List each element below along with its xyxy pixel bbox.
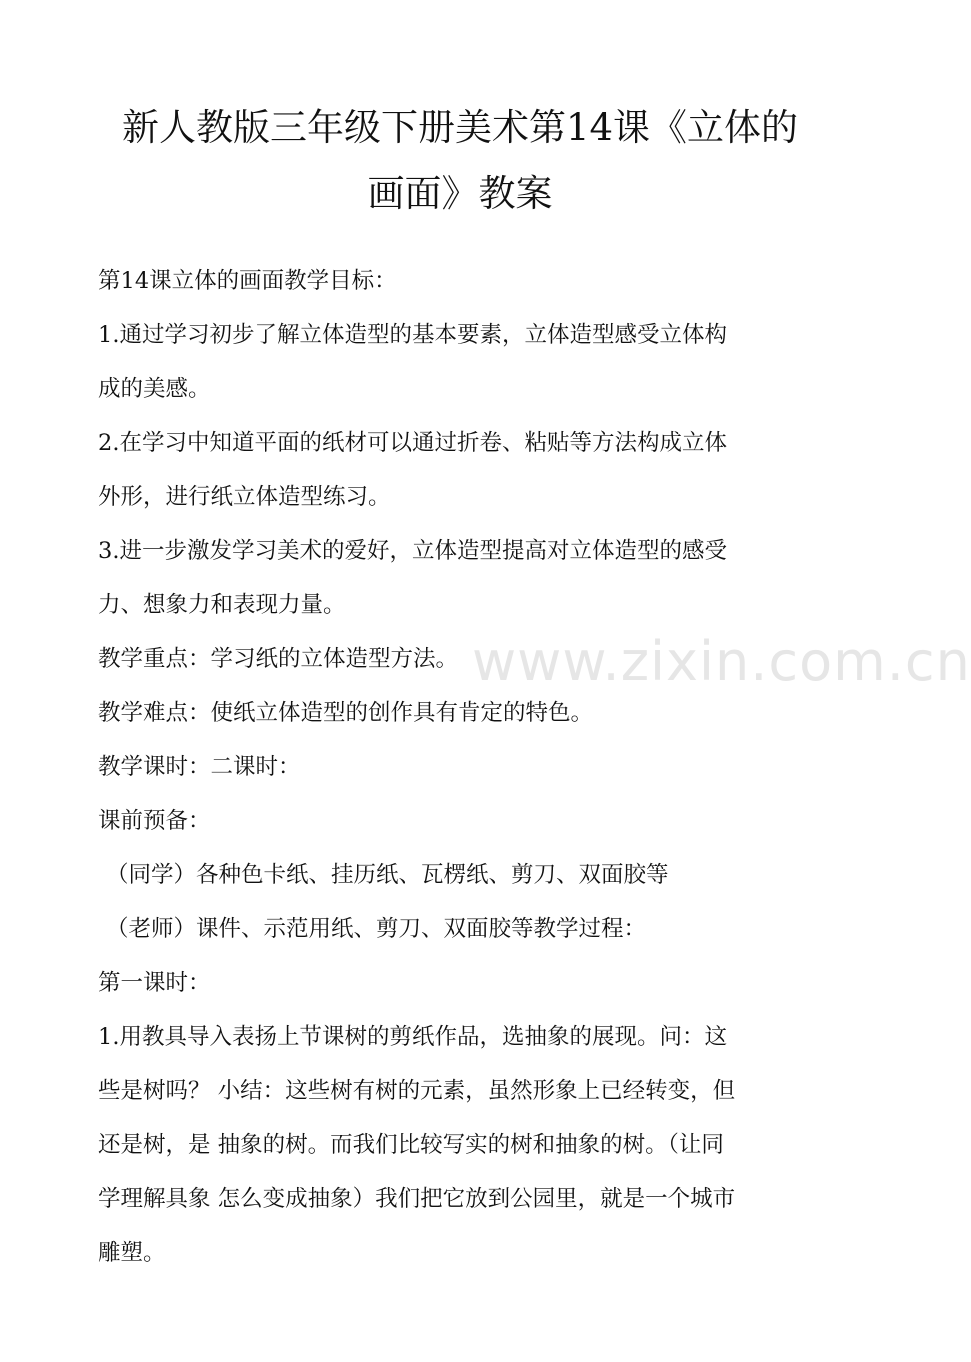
paragraph-objective-2-line-2: 外形，进行纸立体造型练习。: [98, 484, 391, 510]
paragraph-objective-1-line-2: 成的美感。: [98, 376, 211, 402]
paragraph-difficulty: 教学难点：使纸立体造型的创作具有肯定的特色。: [98, 700, 594, 726]
paragraph-objective-1-line-1: 1.通过学习初步了解立体造型的基本要素，立体造型感受立体构: [98, 322, 727, 348]
paragraph-step-1-line-1: 1.用教具导入表扬上节课树的剪纸作品，选抽象的展现。问：这: [98, 1024, 727, 1050]
paragraph-class-hours: 教学课时：二课时：: [98, 754, 301, 780]
document-title-line-2: 画面》教案: [367, 172, 553, 215]
paragraph-step-1-line-3: 还是树，是 抽象的树。而我们比较写实的树和抽象的树。（让同: [98, 1132, 724, 1158]
paragraph-student-materials: （同学）各种色卡纸、挂历纸、瓦楞纸、剪刀、双面胶等: [106, 862, 669, 888]
paragraph-step-1-line-2: 些是树吗？ 小结：这些树有树的元素，虽然形象上已经转变，但: [98, 1078, 736, 1104]
paragraph-objective-3-line-1: 3.进一步激发学习美术的爱好，立体造型提高对立体造型的感受: [98, 538, 727, 564]
paragraph-objective-3-line-2: 力、想象力和表现力量。: [98, 592, 346, 618]
document-title-line-1: 新人教版三年级下册美术第14课《立体的: [121, 106, 799, 149]
paragraph-key-point: 教学重点：学习纸的立体造型方法。: [98, 646, 459, 672]
paragraph-objective-2-line-1: 2.在学习中知道平面的纸材可以通过折卷、粘贴等方法构成立体: [98, 430, 727, 456]
paragraph-preparation-heading: 课前预备：: [98, 808, 211, 834]
watermark-text: www.zixin.com.cn: [472, 630, 971, 693]
paragraph-step-1-line-4: 学理解具象 怎么变成抽象）我们把它放到公园里，就是一个城市: [98, 1186, 736, 1212]
paragraph-teacher-materials: （老师）课件、示范用纸、剪刀、双面胶等教学过程：: [106, 916, 647, 942]
paragraph-step-1-line-5: 雕塑。: [98, 1240, 166, 1266]
paragraph-first-lesson-heading: 第一课时：: [98, 970, 211, 996]
paragraph-objectives-heading: 第14课立体的画面教学目标：: [98, 268, 397, 294]
